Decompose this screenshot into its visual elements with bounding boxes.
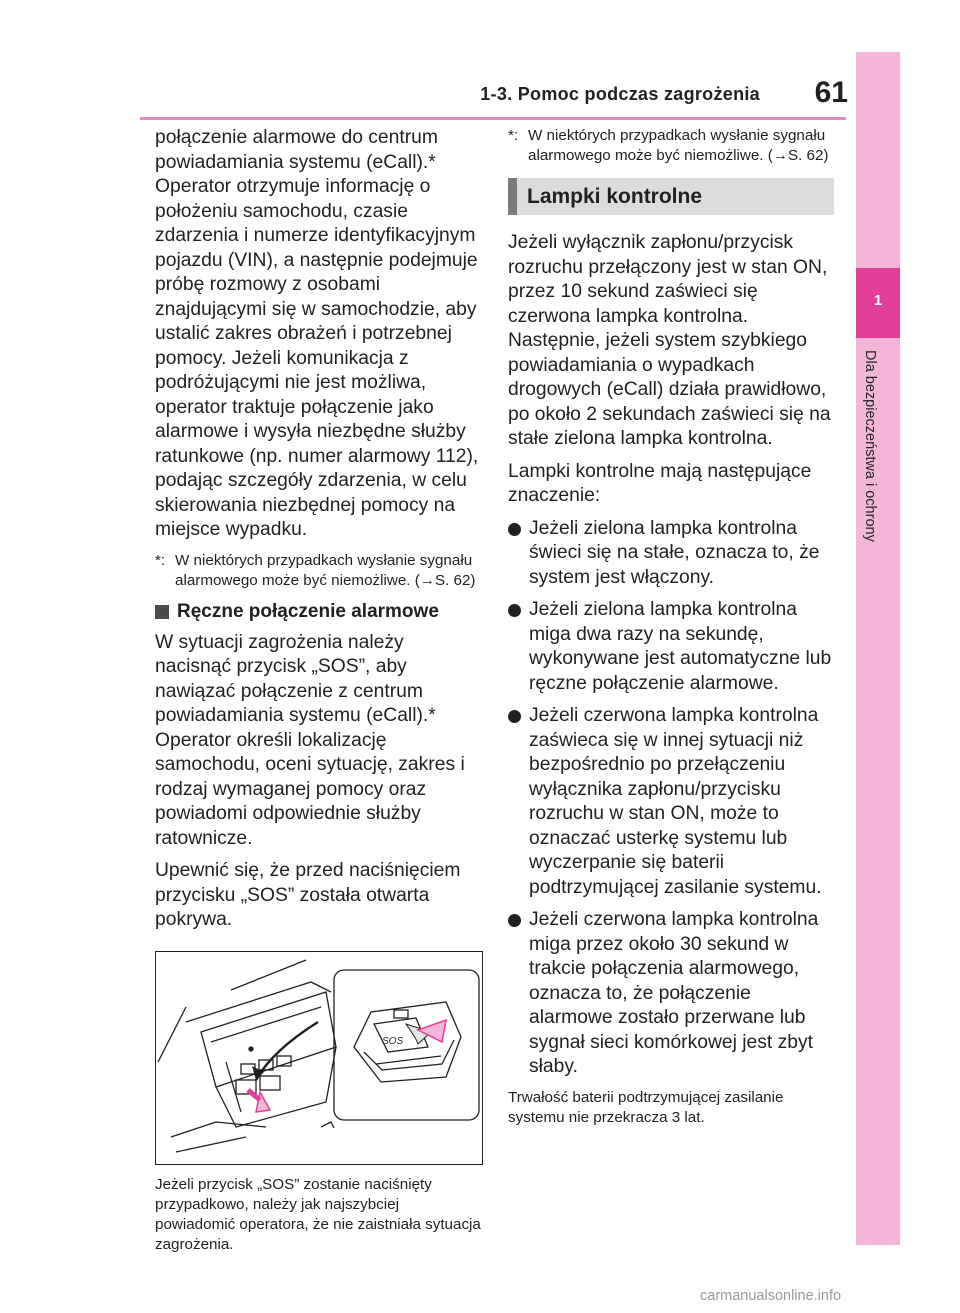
overhead-console-drawing (156, 952, 482, 1164)
subheading (155, 601, 483, 623)
watermark: carmanualsonline.info (700, 1288, 842, 1304)
section-heading-accent (508, 178, 517, 215)
sos-button-illustration (155, 951, 483, 1165)
list-item (508, 908, 834, 1080)
section-heading-bar (508, 178, 834, 215)
right-column (508, 126, 834, 1128)
sos-button-label: SOS (382, 1035, 404, 1047)
paragraph: Lampki kontrolne mają następujące znaczenie: (508, 460, 812, 506)
header-rule (140, 117, 846, 120)
list-item (508, 598, 834, 696)
footnote (155, 551, 483, 591)
bullet-dot-icon (508, 523, 521, 536)
side-tab-label: Dla bezpieczeństwa i ochrony (862, 350, 878, 542)
paragraph: Jeżeli wyłącznik zapłonu/przycisk rozruchu przełączony jest w stan ON, przez 10 sekund zaświeci się czerwona lampka kontrolna. Następnie, jeżeli system szybkiego powiadamiania o wypadkach drogowych (eCall) działa prawidłowo, po około 2 sekundach zaświeci się na stałe zielona lampka kontrolna. (508, 232, 831, 449)
footnote-marker: *: (508, 127, 519, 144)
bullet-dot-icon (508, 914, 521, 927)
footnote-text: W niektórych przypadkach wysłanie sygnału alarmowego może być niemożliwe. (→S. 62) (175, 551, 476, 589)
battery-note: Trwałość baterii podtrzymującej zasilanie systemu nie przekracza 3 lat. (508, 1088, 784, 1126)
list-item (508, 517, 834, 591)
footnote-text: W niektórych przypadkach wysłanie sygnału alarmowego może być niemożliwe. (→S. 62) (528, 127, 829, 164)
side-tab-chapter-number: 1 (873, 292, 883, 309)
left-column (155, 126, 483, 1255)
paragraph: W sytuacji zagrożenia należy nacisnąć przycisk „SOS”, aby nawiązać połączenie z centrum powiadamiania systemu (eCall).* Operator określi lokalizację samochodu, oceni sytuację, zakres i rodzaj wymaganej pomocy oraz powiadomi odpowiednie służby ratownicze. (155, 631, 465, 849)
bullet-dot-icon (508, 710, 521, 723)
list-item-text: Jeżeli czerwona lampka kontrolna miga przez około 30 sekund w trakcie połączenia alarmowego, oznacza to, że połączenie alarmowe zostało przerwane lub sygnał sieci komórkowej jest zbyt słaby. (529, 909, 819, 1077)
list-item (508, 704, 834, 900)
section-heading-text: Lampki kontrolne (527, 184, 703, 208)
page-number: 61 (814, 76, 848, 109)
square-bullet-icon (155, 605, 169, 619)
paragraph: połączenie alarmowe do centrum powiadamiania systemu (eCall).* Operator otrzymuje informację o położeniu samochodu, czasie zdarzenia i numerze identyfikacyjnym pojazdu (VIN), a następnie podejmuje próbę rozmowy z osobami znajdującymi się w samochodzie, aby ustalić zakres obrażeń i potrzebnej pomocy. Jeżeli komunikacja z podróżującymi nie jest możliwa, operator traktuje połączenie jako alarmowe i wysyła niezbędne służby ratunkowe (np. numer alarmowy 112), podając szczegóły zdarzenia, w celu skierowania niezbędnej pomocy na miejsce wypadku. (155, 127, 479, 540)
list-item-text: Jeżeli zielona lampka kontrolna miga dwa razy na sekundę, wykonywane jest automatyczne lub ręczne połączenie alarmowe. (529, 599, 832, 694)
figure-caption: Jeżeli przycisk „SOS” zostanie naciśnięty przypadkowo, należy jak najszybciej powiadomić operatora, że nie zaistniała sytuacja zagrożenia. (155, 1175, 481, 1253)
subheading-text: Ręczne połączenie alarmowe (177, 600, 439, 622)
list-item-text: Jeżeli zielona lampka kontrolna świeci się na stałe, oznacza to, że system jest włączony. (529, 517, 820, 588)
footnote-marker: *: (155, 551, 166, 569)
side-tab-strip (856, 52, 900, 1245)
footnote (508, 126, 834, 166)
list-item-text: Jeżeli czerwona lampka kontrolna zaświeca się w innej sytuacji niż bezpośrednio po przełączeniu wyłącznika zapłonu/przycisku rozruchu w stan ON, może to oznaczać usterkę systemu lub wyczerpanie się baterii podtrzymującej zasilanie systemu. (529, 705, 822, 898)
bullet-dot-icon (508, 604, 521, 617)
running-header: 1-3. Pomoc podczas zagrożenia (480, 84, 760, 104)
paragraph: Upewnić się, że przed naciśnięciem przycisku „SOS” została otwarta pokrywa. (155, 860, 461, 930)
